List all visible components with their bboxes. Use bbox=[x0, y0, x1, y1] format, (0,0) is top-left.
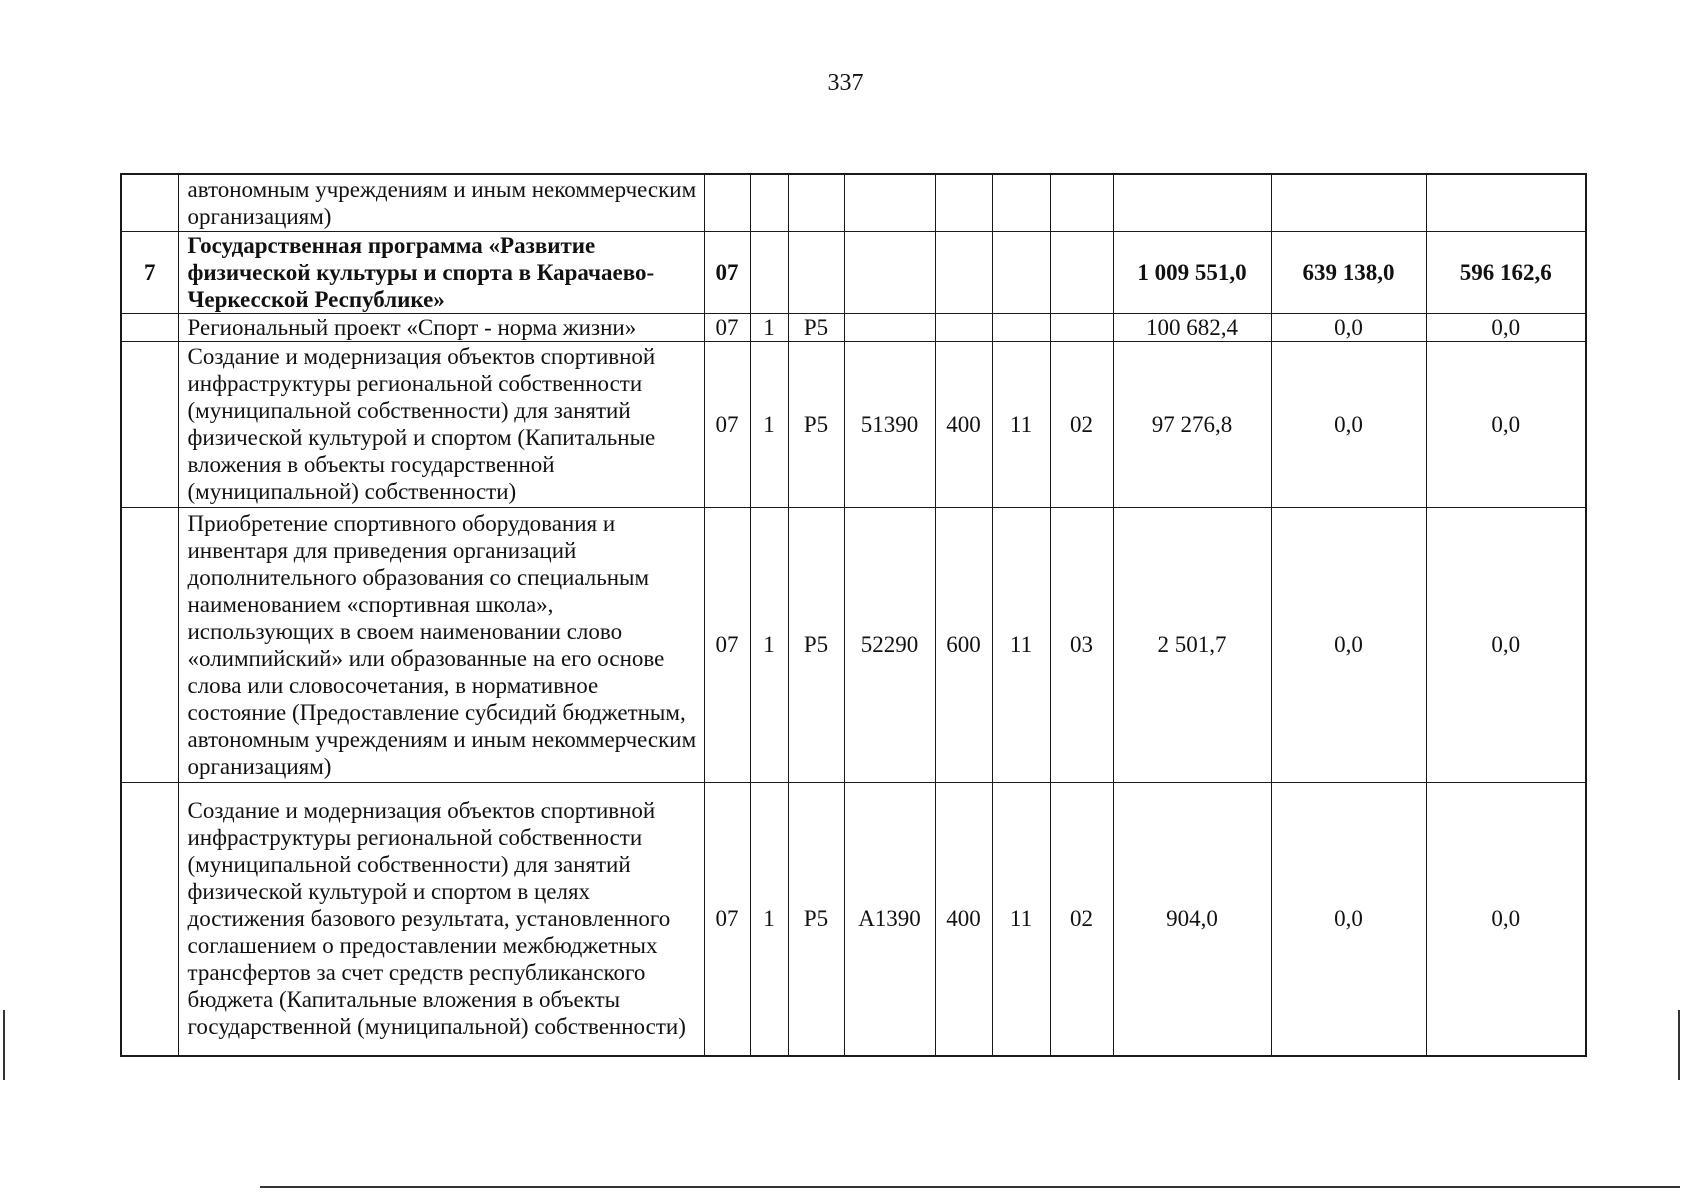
chapter-code-cell: 07 bbox=[704, 782, 750, 1056]
scan-bottom-line bbox=[260, 1186, 1680, 1188]
amount-year1-cell: 97 276,8 bbox=[1113, 341, 1271, 507]
amount-year3-cell bbox=[1426, 174, 1586, 231]
subprogram-code-cell: 1 bbox=[750, 507, 788, 782]
table-row bbox=[121, 507, 1586, 782]
table-row bbox=[121, 231, 1586, 313]
amount-year2-cell: 0,0 bbox=[1271, 782, 1426, 1056]
subprogram-code-cell: 1 bbox=[750, 341, 788, 507]
row-name-cell: Создание и модернизация объектов спортивной инфраструктуры региональной собственности (муниципальной собственности) для занятий физической культурой и спортом (Капитальные вложения в объекты государственной (муниципальной) собственности) bbox=[178, 341, 704, 507]
direction-code-cell bbox=[844, 231, 935, 313]
subsection-cell: 03 bbox=[1050, 507, 1113, 782]
amount-year2-cell: 0,0 bbox=[1271, 341, 1426, 507]
row-number-cell bbox=[121, 341, 178, 507]
expense-type-cell bbox=[935, 231, 992, 313]
chapter-code-cell bbox=[704, 174, 750, 231]
row-name-cell: автономным учреждениям и иным некоммерческим организациям) bbox=[178, 174, 704, 231]
table-row bbox=[121, 341, 1586, 507]
project-code-cell: Р5 bbox=[788, 782, 844, 1056]
section-cell bbox=[992, 174, 1050, 231]
section-cell bbox=[992, 313, 1050, 341]
amount-year2-cell bbox=[1271, 174, 1426, 231]
subprogram-code-cell: 1 bbox=[750, 313, 788, 341]
project-code-cell: Р5 bbox=[788, 341, 844, 507]
subprogram-code-cell bbox=[750, 174, 788, 231]
scan-edge-mark-left bbox=[3, 1010, 5, 1080]
expense-type-cell: 400 bbox=[935, 341, 992, 507]
section-cell: 11 bbox=[992, 782, 1050, 1056]
row-number-cell: 7 bbox=[121, 231, 178, 313]
amount-year3-cell: 0,0 bbox=[1426, 507, 1586, 782]
row-name-cell: Региональный проект «Спорт - норма жизни» bbox=[178, 313, 704, 341]
subsection-cell: 02 bbox=[1050, 341, 1113, 507]
amount-year2-cell: 639 138,0 bbox=[1271, 231, 1426, 313]
page-number: 337 bbox=[827, 70, 864, 96]
amount-year2-cell: 0,0 bbox=[1271, 507, 1426, 782]
subprogram-code-cell bbox=[750, 231, 788, 313]
amount-year1-cell: 2 501,7 bbox=[1113, 507, 1271, 782]
row-number-cell bbox=[121, 174, 178, 231]
table-body bbox=[121, 174, 1586, 1056]
amount-year2-cell: 0,0 bbox=[1271, 313, 1426, 341]
amount-year1-cell bbox=[1113, 174, 1271, 231]
project-code-cell: Р5 bbox=[788, 313, 844, 341]
section-cell: 11 bbox=[992, 507, 1050, 782]
project-code-cell: Р5 bbox=[788, 507, 844, 782]
amount-year3-cell: 0,0 bbox=[1426, 782, 1586, 1056]
chapter-code-cell: 07 bbox=[704, 313, 750, 341]
subsection-cell bbox=[1050, 313, 1113, 341]
table-row bbox=[121, 782, 1586, 1056]
amount-year3-cell: 0,0 bbox=[1426, 313, 1586, 341]
row-number-cell bbox=[121, 782, 178, 1056]
project-code-cell bbox=[788, 174, 844, 231]
expense-type-cell: 600 bbox=[935, 507, 992, 782]
amount-year1-cell: 904,0 bbox=[1113, 782, 1271, 1056]
amount-year1-cell: 1 009 551,0 bbox=[1113, 231, 1271, 313]
subsection-cell bbox=[1050, 231, 1113, 313]
table-row bbox=[121, 313, 1586, 341]
row-name-cell: Создание и модернизация объектов спортивной инфраструктуры региональной собственности (муниципальной собственности) для занятий физической культурой и спортом в целях достижения базового результата, установленного соглашением о предоставлении межбюджетных трансфертов за счет средств республиканского бюджета (Капитальные вложения в объекты государственной (муниципальной) собственности) bbox=[178, 782, 704, 1056]
subsection-cell bbox=[1050, 174, 1113, 231]
row-number-cell bbox=[121, 313, 178, 341]
subprogram-code-cell: 1 bbox=[750, 782, 788, 1056]
chapter-code-cell: 07 bbox=[704, 341, 750, 507]
row-number-cell bbox=[121, 507, 178, 782]
amount-year3-cell: 596 162,6 bbox=[1426, 231, 1586, 313]
table-row bbox=[121, 174, 1586, 231]
expense-type-cell: 400 bbox=[935, 782, 992, 1056]
section-cell bbox=[992, 231, 1050, 313]
expense-type-cell bbox=[935, 313, 992, 341]
scan-edge-mark-right bbox=[1678, 1010, 1680, 1080]
project-code-cell bbox=[788, 231, 844, 313]
direction-code-cell: А1390 bbox=[844, 782, 935, 1056]
subsection-cell: 02 bbox=[1050, 782, 1113, 1056]
chapter-code-cell: 07 bbox=[704, 231, 750, 313]
amount-year1-cell: 100 682,4 bbox=[1113, 313, 1271, 341]
chapter-code-cell: 07 bbox=[704, 507, 750, 782]
budget-table bbox=[120, 173, 1587, 1057]
direction-code-cell bbox=[844, 313, 935, 341]
section-cell: 11 bbox=[992, 341, 1050, 507]
direction-code-cell: 51390 bbox=[844, 341, 935, 507]
expense-type-cell bbox=[935, 174, 992, 231]
row-name-cell: Приобретение спортивного оборудования и инвентаря для приведения организаций дополнительного образования со специальным наименованием «спортивная школа», использующих в своем наименовании слово «олимпийский» или образованные на его основе слова или словосочетания, в нормативное состояние (Предоставление субсидий бюджетным, автономным учреждениям и иным некоммерческим организациям) bbox=[178, 507, 704, 782]
row-name-cell: Государственная программа «Развитие физической культуры и спорта в Карачаево-Черкесской Республике» bbox=[178, 231, 704, 313]
direction-code-cell bbox=[844, 174, 935, 231]
direction-code-cell: 52290 bbox=[844, 507, 935, 782]
amount-year3-cell: 0,0 bbox=[1426, 341, 1586, 507]
